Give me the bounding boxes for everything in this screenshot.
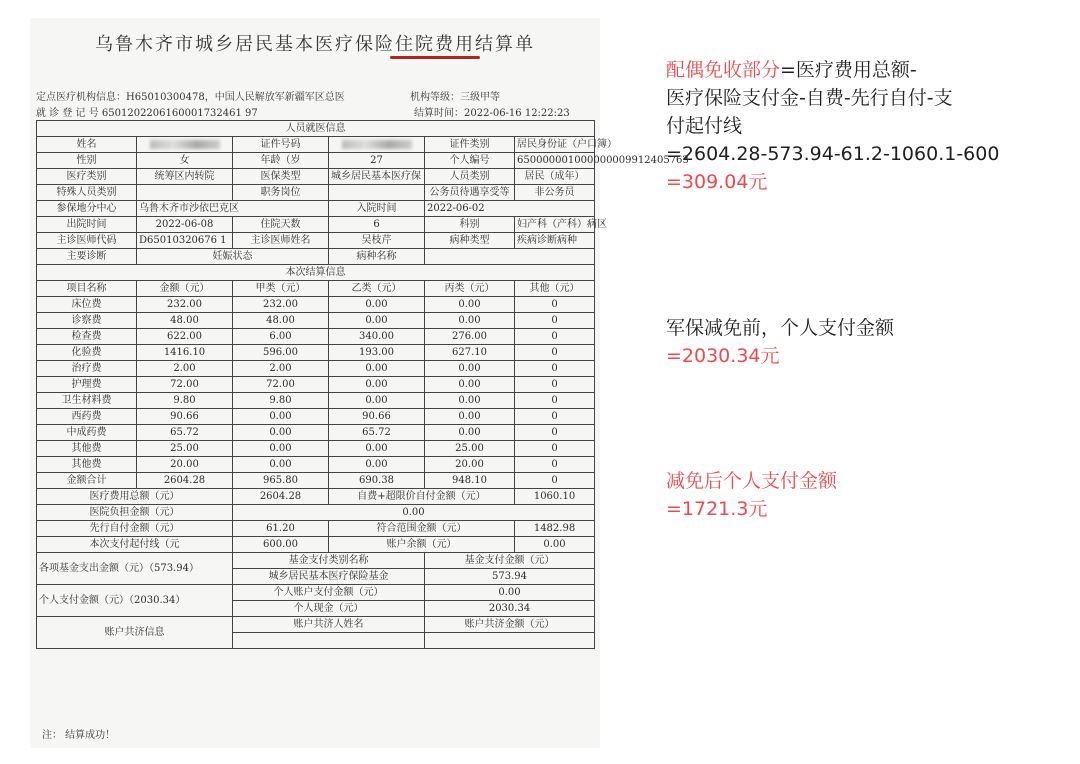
- fee-amount-cell: 276.00: [425, 329, 515, 345]
- cert-no-label: 证件号码: [233, 137, 329, 153]
- fee-amount-cell: 622.00: [137, 329, 233, 345]
- fee-amount-cell: 20.00: [425, 457, 515, 473]
- title-highlight-underline: [390, 56, 480, 59]
- personal-cash-value: 2030.34: [425, 601, 595, 617]
- admit-label: 入院时间: [329, 201, 425, 217]
- annotation-spouse-exempt: [666, 56, 999, 196]
- fee-amount-cell: 0.00: [425, 409, 515, 425]
- fee-amount-cell: 0.00: [425, 393, 515, 409]
- insured-center-value: 乌鲁木齐市沙依巴克区: [137, 201, 329, 217]
- dept-value: 妇产科（产科）病区: [515, 217, 595, 233]
- fee-amount-cell: 1416.10: [137, 345, 233, 361]
- fee-amount-cell: 0: [515, 313, 595, 329]
- fee-amount-cell: 690.38: [329, 473, 425, 489]
- special-value: [137, 185, 233, 201]
- threshold-value: 600.00: [233, 537, 329, 553]
- fee-amount-cell: 0.00: [425, 425, 515, 441]
- doctor-name-label: 主诊医师姓名: [233, 233, 329, 249]
- fee-amount-cell: 0: [515, 393, 595, 409]
- fee-rows: [37, 297, 595, 489]
- fee-amount-cell: 0.00: [425, 377, 515, 393]
- person-type-label: 人员类别: [425, 169, 515, 185]
- civil-servant-value: 非公务员: [515, 185, 595, 201]
- col-header-amount: 金额（元）: [137, 281, 233, 297]
- annotation-1-line-1: [666, 56, 999, 84]
- annotation-before-exemption: [666, 314, 894, 370]
- fee-item-name: 诊察费: [37, 313, 137, 329]
- total-label: 医疗费用总额（元）: [37, 489, 233, 505]
- col-header-item: 项目名称: [37, 281, 137, 297]
- blurred-cert-number: [342, 140, 412, 149]
- doctor-name-value: 吴枝芹: [329, 233, 425, 249]
- settlement-section-title: 本次结算信息: [37, 265, 595, 281]
- disease-type-label: 病种类型: [425, 233, 515, 249]
- fee-row: [37, 409, 595, 425]
- fee-row: [37, 393, 595, 409]
- fee-item-name: 其他费: [37, 457, 137, 473]
- age-value: 27: [329, 153, 425, 169]
- person-no-label: 个人编号: [425, 153, 515, 169]
- fee-amount-cell: 627.10: [425, 345, 515, 361]
- fee-amount-cell: 193.00: [329, 345, 425, 361]
- disease-name-value: [425, 249, 595, 265]
- document-title: 乌鲁木齐市城乡居民基本医疗保险住院费用结算单: [95, 34, 535, 55]
- institution-level: 机构等级：三级甲等: [410, 92, 500, 103]
- fee-amount-cell: 48.00: [137, 313, 233, 329]
- fee-amount-cell: 0: [515, 297, 595, 313]
- civil-servant-label: 公务员待遇享受等: [425, 185, 515, 201]
- fee-amount-cell: 9.80: [233, 393, 329, 409]
- fee-amount-cell: 90.66: [329, 409, 425, 425]
- mutual-amount-value: [425, 633, 595, 649]
- admit-value: 2022-06-02: [425, 201, 595, 217]
- days-label: 住院天数: [233, 217, 329, 233]
- fee-amount-cell: 232.00: [233, 297, 329, 313]
- mutual-name-value: [233, 633, 425, 649]
- fee-item-name: 护理费: [37, 377, 137, 393]
- fee-amount-cell: 72.00: [233, 377, 329, 393]
- fee-row: [37, 313, 595, 329]
- fee-amount-cell: 0: [515, 425, 595, 441]
- discharge-value: 2022-06-08: [137, 217, 233, 233]
- fee-amount-cell: 9.80: [137, 393, 233, 409]
- fee-amount-cell: 65.72: [329, 425, 425, 441]
- settlement-document: [30, 18, 689, 748]
- account-balance-label: 账户余额（元）: [329, 537, 515, 553]
- fee-item-name: 中成药费: [37, 425, 137, 441]
- personal-section-title: 人员就医信息: [37, 121, 595, 137]
- personal-account-value: 0.00: [425, 585, 595, 601]
- fee-amount-cell: 0: [515, 457, 595, 473]
- diagnosis-label: 主要诊断: [37, 249, 137, 265]
- disease-name-label: 病种名称: [329, 249, 425, 265]
- fee-row: [37, 425, 595, 441]
- personal-cash-label: 个人现金（元）: [233, 601, 425, 617]
- eligible-value: 1482.98: [515, 521, 595, 537]
- cert-no-value: [329, 137, 425, 153]
- personal-account-label: 个人账户支付金额（元）: [233, 585, 425, 601]
- institution-info: 定点医疗机构信息：H65010300478，中国人民解放军新疆军区总医: [36, 92, 345, 103]
- disease-type-value: 疾病诊断病种: [515, 233, 595, 249]
- annotation-after-exemption: [666, 467, 837, 523]
- annotation-1-result: =309.04元: [666, 171, 768, 193]
- dept-label: 科别: [425, 217, 515, 233]
- fee-amount-cell: 596.00: [233, 345, 329, 361]
- hospital-burden-value: 0.00: [233, 505, 595, 521]
- name-value: [137, 137, 233, 153]
- blurred-name: [150, 140, 220, 149]
- fee-amount-cell: 90.66: [137, 409, 233, 425]
- fee-amount-cell: 340.00: [329, 329, 425, 345]
- fee-row: [37, 377, 595, 393]
- mutual-label: 账户共济信息: [37, 617, 233, 649]
- fee-amount-cell: 0.00: [329, 297, 425, 313]
- fee-item-name: 卫生材料费: [37, 393, 137, 409]
- fee-item-name: 检查费: [37, 329, 137, 345]
- fee-amount-cell: 0.00: [329, 313, 425, 329]
- threshold-label: 本次支付起付线（元: [37, 537, 233, 553]
- fee-amount-cell: 0.00: [425, 297, 515, 313]
- fee-amount-cell: 0: [515, 473, 595, 489]
- special-label: 特殊人员类别: [37, 185, 137, 201]
- fee-amount-cell: 0.00: [329, 393, 425, 409]
- gender-value: 女: [137, 153, 233, 169]
- fee-amount-cell: 0.00: [329, 377, 425, 393]
- fee-row: [37, 329, 595, 345]
- fee-amount-cell: 20.00: [137, 457, 233, 473]
- insurance-type-value: 城乡居民基本医疗保: [329, 169, 425, 185]
- fee-row: [37, 457, 595, 473]
- cert-type-value: 居民身份证（户口簿）: [515, 137, 595, 153]
- fee-amount-cell: 0.00: [425, 313, 515, 329]
- fee-amount-cell: 0.00: [233, 457, 329, 473]
- fund-name-header: 基金支付类别名称: [233, 553, 425, 569]
- fee-amount-cell: 25.00: [137, 441, 233, 457]
- fee-amount-cell: 0: [515, 409, 595, 425]
- fee-amount-cell: 0.00: [233, 409, 329, 425]
- fund-amount: 573.94: [425, 569, 595, 585]
- fee-amount-cell: 0.00: [329, 361, 425, 377]
- fund-amount-header: 基金支付金额（元）: [425, 553, 595, 569]
- first-pay-value: 61.20: [233, 521, 329, 537]
- fee-amount-cell: 2.00: [233, 361, 329, 377]
- fee-amount-cell: 0: [515, 329, 595, 345]
- self-pay-label: 自费+超限价自付金额（元）: [329, 489, 515, 505]
- insurance-type-label: 医保类型: [233, 169, 329, 185]
- fee-amount-cell: 0: [515, 345, 595, 361]
- fee-item-name: 床位费: [37, 297, 137, 313]
- hospital-burden-label: 医院负担金额（元）: [37, 505, 233, 521]
- doctor-code-value: D65010320676 1: [137, 233, 233, 249]
- annotation-1-formula-start: =医疗费用总额-: [780, 59, 917, 81]
- fee-item-name: 西药费: [37, 409, 137, 425]
- fee-amount-cell: 965.80: [233, 473, 329, 489]
- annotation-1-line-2: 医疗保险支付金-自费-先行自付-支: [666, 87, 953, 109]
- personal-pay-label: 个人支付金额（元）（2030.34）: [37, 585, 233, 617]
- gender-label: 性别: [37, 153, 137, 169]
- med-type-value: 统筹区内转院: [137, 169, 233, 185]
- account-balance-value: 0.00: [515, 537, 595, 553]
- fee-amount-cell: 0: [515, 441, 595, 457]
- person-no-value: 65000000100000000991240576З: [515, 153, 595, 169]
- days-value: 6: [329, 217, 425, 233]
- fee-amount-cell: 0: [515, 361, 595, 377]
- annotation-2-result: =2030.34元: [666, 345, 780, 367]
- insured-center-label: 参保地分中心: [37, 201, 137, 217]
- diagnosis-value: 妊娠状态: [137, 249, 329, 265]
- fee-item-name: 金额合计: [37, 473, 137, 489]
- person-type-value: 居民（成年）: [515, 169, 595, 185]
- self-pay-value: 1060.10: [515, 489, 595, 505]
- fee-amount-cell: 6.00: [233, 329, 329, 345]
- visit-number: 就 诊 登 记 号 6501202206160001732461 97: [36, 108, 258, 119]
- med-type-label: 医疗类别: [37, 169, 137, 185]
- fee-amount-cell: 232.00: [137, 297, 233, 313]
- annotation-3-result: =1721.3元: [666, 498, 768, 520]
- doctor-code-label: 主诊医师代码: [37, 233, 137, 249]
- document-note: 注： 结算成功！: [42, 730, 116, 741]
- fee-amount-cell: 25.00: [425, 441, 515, 457]
- annotation-1-title: 配偶免收部分: [666, 59, 781, 81]
- fee-row: [37, 345, 595, 361]
- fee-amount-cell: 0.00: [329, 441, 425, 457]
- annotation-1-line-4: =2604.28-573.94-61.2-1060.1-600: [666, 143, 1000, 165]
- fee-amount-cell: 2604.28: [137, 473, 233, 489]
- annotation-3-line-1: 减免后个人支付金额: [666, 470, 838, 492]
- fee-row: [37, 297, 595, 313]
- fee-amount-cell: 0.00: [233, 441, 329, 457]
- job-value: [329, 185, 425, 201]
- fee-item-name: 其他费: [37, 441, 137, 457]
- settlement-table: [36, 120, 689, 649]
- cert-type-label: 证件类别: [425, 137, 515, 153]
- col-header-other: 其他（元）: [515, 281, 595, 297]
- name-label: 姓名: [37, 137, 137, 153]
- mutual-amount-header: 账户共济金额（元）: [425, 617, 595, 633]
- job-label: 职务岗位: [233, 185, 329, 201]
- col-header-class-c: 丙类（元）: [425, 281, 515, 297]
- eligible-label: 符合范围金额（元）: [329, 521, 515, 537]
- discharge-label: 出院时间: [37, 217, 137, 233]
- fee-row: [37, 361, 595, 377]
- col-header-class-b: 乙类（元）: [329, 281, 425, 297]
- fee-amount-cell: 65.72: [137, 425, 233, 441]
- annotation-1-line-3: 付起付线: [666, 115, 743, 137]
- fee-amount-cell: 0.00: [233, 425, 329, 441]
- fee-amount-cell: 72.00: [137, 377, 233, 393]
- fee-amount-cell: 948.10: [425, 473, 515, 489]
- total-value: 2604.28: [233, 489, 329, 505]
- settlement-time: 结算时间：2022-06-16 12:22:23: [414, 108, 570, 119]
- fee-item-name: 治疗费: [37, 361, 137, 377]
- fee-row: [37, 473, 595, 489]
- fund-name: 城乡居民基本医疗保险基金: [233, 569, 425, 585]
- annotation-2-line-1: 军保减免前，个人支付金额: [666, 317, 895, 339]
- fee-row: [37, 441, 595, 457]
- age-label: 年龄（岁: [233, 153, 329, 169]
- mutual-name-header: 账户共济人姓名: [233, 617, 425, 633]
- fee-amount-cell: 0.00: [329, 457, 425, 473]
- fee-amount-cell: 48.00: [233, 313, 329, 329]
- fee-amount-cell: 2.00: [137, 361, 233, 377]
- fund-pay-label: 各项基金支出金额（元）（573.94）: [37, 553, 233, 585]
- fee-amount-cell: 0.00: [425, 361, 515, 377]
- first-pay-label: 先行自付金额（元）: [37, 521, 233, 537]
- fee-item-name: 化验费: [37, 345, 137, 361]
- col-header-class-a: 甲类（元）: [233, 281, 329, 297]
- fee-amount-cell: 0: [515, 377, 595, 393]
